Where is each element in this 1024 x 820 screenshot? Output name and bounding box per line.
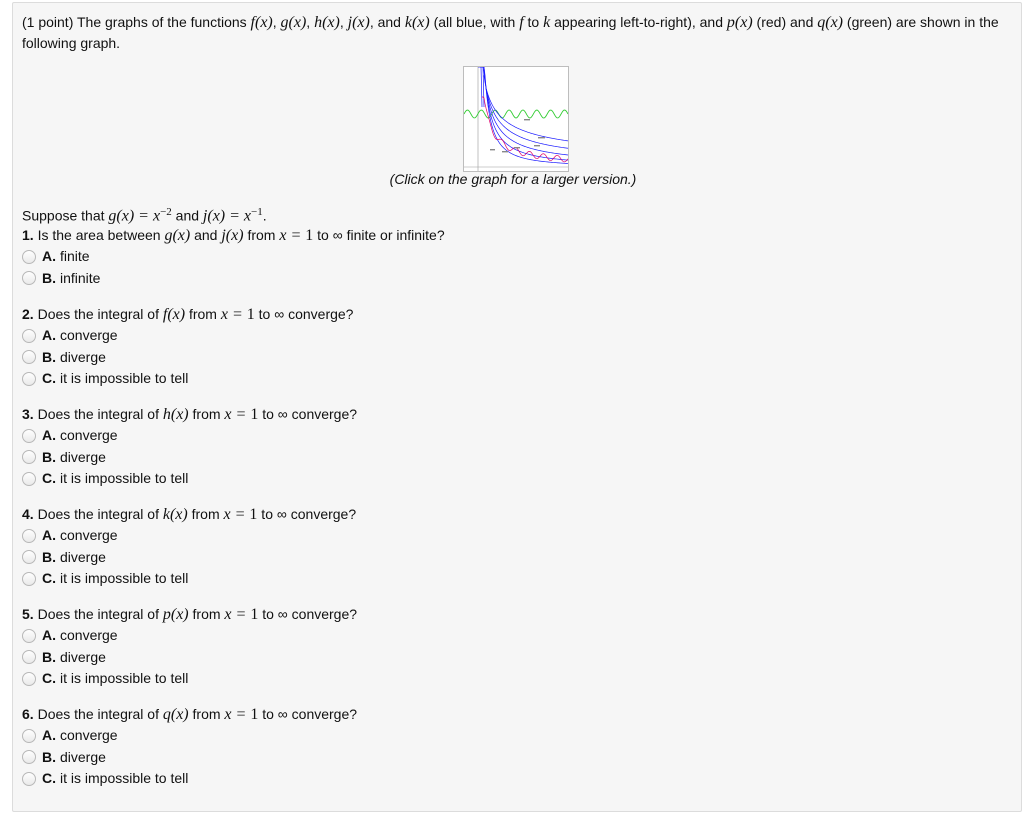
question-text: to ∞ converge? xyxy=(254,306,354,322)
math-one: 1 xyxy=(249,506,258,523)
math-fn: f(x) xyxy=(162,306,186,323)
question-title xyxy=(22,225,445,246)
math-exponent: −2 xyxy=(160,206,172,218)
question-title xyxy=(22,604,357,625)
graph-curve-q xyxy=(464,110,568,118)
graph-label-mark xyxy=(534,145,540,146)
option-text: infinite xyxy=(60,269,101,286)
radio-button[interactable] xyxy=(22,472,36,486)
question-3 xyxy=(22,404,357,490)
question-text: from xyxy=(188,606,225,622)
graph-curve-p xyxy=(482,97,568,162)
question-text: from xyxy=(188,706,225,722)
option-b[interactable] xyxy=(22,268,445,290)
radio-button[interactable] xyxy=(22,450,36,464)
option-text: converge xyxy=(60,527,118,544)
math-j-def: j(x) = x xyxy=(202,207,252,225)
option-letter: C. xyxy=(42,370,56,387)
radio-button[interactable] xyxy=(22,529,36,543)
option-letter: B. xyxy=(42,348,56,365)
option-c[interactable] xyxy=(22,668,357,690)
math-one: 1 xyxy=(250,706,259,723)
option-text: converge xyxy=(60,327,118,344)
intro-text: , xyxy=(339,14,348,30)
option-text: converge xyxy=(60,627,118,644)
suppose-statement xyxy=(22,206,267,226)
radio-button[interactable] xyxy=(22,550,36,564)
question-text: to ∞ finite or infinite? xyxy=(313,227,445,243)
graph-label-mark xyxy=(514,147,520,148)
intro-text: (all blue, with xyxy=(429,14,520,30)
option-a[interactable] xyxy=(22,525,356,547)
option-letter: B. xyxy=(42,748,56,765)
option-letter: B. xyxy=(42,269,56,286)
question-text: to ∞ converge? xyxy=(257,506,357,522)
question-number: 1. xyxy=(22,227,34,243)
graph-curve-blue xyxy=(481,67,482,107)
radio-button[interactable] xyxy=(22,372,36,386)
problem-panel xyxy=(12,2,1022,812)
option-c[interactable] xyxy=(22,768,357,790)
question-text: Does the integral of xyxy=(33,706,163,722)
question-2 xyxy=(22,304,353,390)
option-letter: C. xyxy=(42,770,56,787)
intro-text: (red) and xyxy=(752,14,818,30)
option-b[interactable] xyxy=(22,447,357,469)
option-letter: B. xyxy=(42,448,56,465)
option-letter: A. xyxy=(42,727,56,744)
suppose-text: . xyxy=(262,207,267,224)
math-g-def: g(x) = x xyxy=(108,207,161,225)
option-text: diverge xyxy=(60,648,106,665)
option-c[interactable] xyxy=(22,468,357,490)
question-5 xyxy=(22,604,357,690)
question-text: Does the integral of xyxy=(33,406,163,422)
option-a[interactable] xyxy=(22,246,445,268)
question-6 xyxy=(22,704,357,790)
option-letter: A. xyxy=(42,248,56,265)
suppose-text: and xyxy=(171,207,203,224)
option-text: diverge xyxy=(60,348,106,365)
option-b[interactable] xyxy=(22,647,357,669)
math-f: f(x) xyxy=(250,14,273,31)
radio-button[interactable] xyxy=(22,772,36,786)
graph-label-mark xyxy=(502,151,508,152)
radio-button[interactable] xyxy=(22,429,36,443)
math-k: k(x) xyxy=(404,14,430,31)
math-one: 1 xyxy=(250,406,259,423)
intro-text: (1 point) The graphs of the functions xyxy=(22,14,251,30)
math-x: x = xyxy=(224,706,251,723)
question-text: Does the integral of xyxy=(33,506,163,522)
math-fn: h(x) xyxy=(162,406,189,423)
question-text: and xyxy=(190,227,222,243)
math-one: 1 xyxy=(305,227,314,244)
question-text: from xyxy=(187,506,224,522)
graph-image xyxy=(464,67,568,171)
option-b[interactable] xyxy=(22,547,356,569)
radio-button[interactable] xyxy=(22,729,36,743)
option-letter: A. xyxy=(42,427,56,444)
math-j: j(x) xyxy=(347,14,370,31)
radio-button[interactable] xyxy=(22,672,36,686)
math-fn: p(x) xyxy=(162,606,189,623)
option-b[interactable] xyxy=(22,347,353,369)
question-number: 5. xyxy=(22,606,34,622)
math-k-var: k xyxy=(543,14,551,31)
question-text: from xyxy=(188,406,225,422)
math-one: 1 xyxy=(246,306,255,323)
question-1 xyxy=(22,225,445,289)
question-text: to ∞ converge? xyxy=(258,606,358,622)
radio-button[interactable] xyxy=(22,271,36,285)
intro-text: to xyxy=(523,14,544,30)
option-text: it is impossible to tell xyxy=(60,570,189,587)
question-title xyxy=(22,304,353,325)
radio-button[interactable] xyxy=(22,250,36,264)
question-title xyxy=(22,504,356,525)
math-x: x = xyxy=(223,506,250,523)
option-letter: A. xyxy=(42,627,56,644)
option-text: it is impossible to tell xyxy=(60,470,189,487)
option-letter: C. xyxy=(42,670,56,687)
question-text: to ∞ converge? xyxy=(258,406,358,422)
option-a[interactable] xyxy=(22,625,357,647)
math-fn: j(x) xyxy=(221,227,244,244)
math-x: x = xyxy=(220,306,247,323)
question-number: 2. xyxy=(22,306,34,322)
question-title xyxy=(22,404,357,425)
question-title xyxy=(22,704,357,725)
intro-text: (green) are shown in the following graph. xyxy=(22,14,999,51)
math-x: x = xyxy=(224,606,251,623)
question-text: from xyxy=(185,306,221,322)
problem-intro xyxy=(22,12,1012,54)
option-letter: C. xyxy=(42,470,56,487)
question-text: from xyxy=(243,227,280,243)
math-q: q(x) xyxy=(817,14,844,31)
radio-button[interactable] xyxy=(22,650,36,664)
option-text: finite xyxy=(60,248,90,265)
radio-button[interactable] xyxy=(22,629,36,643)
graph-label-mark xyxy=(538,137,545,138)
option-letter: C. xyxy=(42,570,56,587)
math-f-var: f xyxy=(519,14,524,31)
option-a[interactable] xyxy=(22,725,357,747)
option-text: diverge xyxy=(60,448,106,465)
question-text: Does the integral of xyxy=(33,306,163,322)
math-x: x = xyxy=(224,406,251,423)
option-text: diverge xyxy=(60,548,106,565)
radio-button[interactable] xyxy=(22,750,36,764)
question-text: Is the area between xyxy=(33,227,165,243)
option-b[interactable] xyxy=(22,747,357,769)
math-fn: q(x) xyxy=(162,706,189,723)
math-p: p(x) xyxy=(726,14,753,31)
graph-label-mark xyxy=(524,119,530,120)
math-x: x = xyxy=(279,227,306,244)
option-letter: A. xyxy=(42,527,56,544)
math-exponent: −1 xyxy=(251,206,263,218)
option-text: it is impossible to tell xyxy=(60,770,189,787)
graph-thumbnail-link[interactable] xyxy=(463,66,569,172)
option-text: it is impossible to tell xyxy=(60,670,189,687)
question-4 xyxy=(22,504,356,590)
math-fn: g(x) xyxy=(164,227,191,244)
graph-label-mark xyxy=(490,149,495,150)
suppose-text: Suppose that xyxy=(22,207,109,224)
option-text: it is impossible to tell xyxy=(60,370,189,387)
option-text: converge xyxy=(60,727,118,744)
intro-text: , and xyxy=(369,14,405,30)
math-one: 1 xyxy=(250,606,259,623)
option-letter: B. xyxy=(42,548,56,565)
question-number: 3. xyxy=(22,406,34,422)
option-a[interactable] xyxy=(22,425,357,447)
option-c[interactable] xyxy=(22,568,356,590)
math-h: h(x) xyxy=(314,14,340,31)
option-a[interactable] xyxy=(22,325,353,347)
graph-caption: (Click on the graph for a larger version.) xyxy=(389,171,637,187)
option-letter: B. xyxy=(42,648,56,665)
question-text: to ∞ converge? xyxy=(258,706,358,722)
intro-text: appearing left-to-right), and xyxy=(550,14,727,30)
radio-button[interactable] xyxy=(22,329,36,343)
intro-text: , xyxy=(306,14,315,30)
option-text: diverge xyxy=(60,748,106,765)
radio-button[interactable] xyxy=(22,350,36,364)
math-fn: k(x) xyxy=(162,506,188,523)
question-number: 4. xyxy=(22,506,34,522)
radio-button[interactable] xyxy=(22,572,36,586)
option-text: converge xyxy=(60,427,118,444)
intro-text: , xyxy=(272,14,281,30)
question-number: 6. xyxy=(22,706,34,722)
option-letter: A. xyxy=(42,327,56,344)
question-text: Does the integral of xyxy=(33,606,163,622)
option-c[interactable] xyxy=(22,368,353,390)
math-g: g(x) xyxy=(280,14,307,31)
